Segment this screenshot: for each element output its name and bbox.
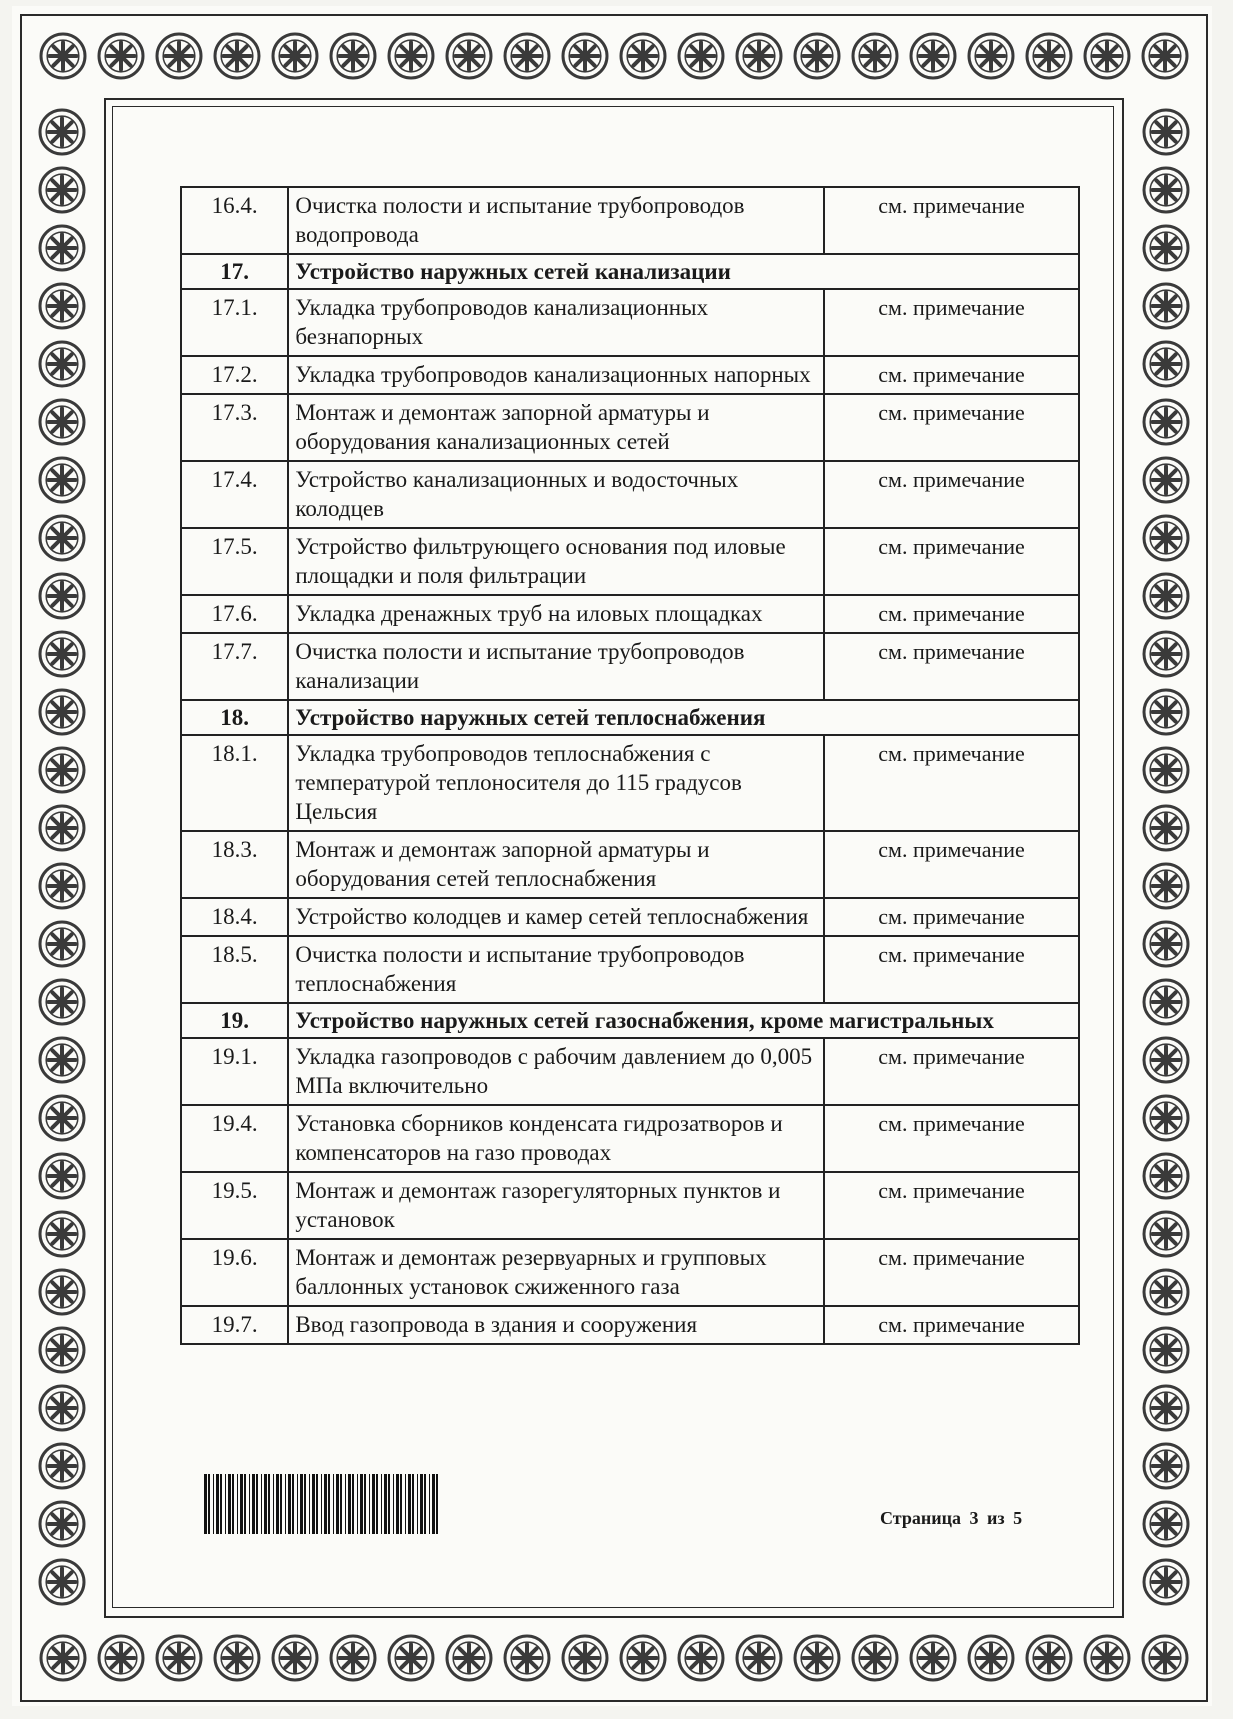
row-number: 19.1. — [181, 1038, 288, 1105]
row-description: Монтаж и демонтаж газорегуляторных пунктов и установок — [288, 1172, 824, 1239]
row-description: Устройство наружных сетей теплоснабжения — [288, 700, 1079, 735]
table-row — [181, 595, 1079, 633]
table-row — [181, 187, 1079, 254]
page-of: из — [986, 1508, 1005, 1528]
table-row — [181, 1105, 1079, 1172]
row-note: см. примечание — [824, 633, 1079, 700]
row-number: 18.1. — [181, 735, 288, 831]
row-description: Устройство фильтрующего основания под иловые площадки и поля фильтрации — [288, 528, 824, 595]
row-description: Устройство канализационных и водосточных колодцев — [288, 461, 824, 528]
row-note: см. примечание — [824, 356, 1079, 394]
table-row — [181, 394, 1079, 461]
work-types-table — [180, 186, 1080, 1345]
row-number: 19.6. — [181, 1239, 288, 1306]
section-row — [181, 1003, 1079, 1038]
document-page — [12, 6, 1212, 1706]
table-row — [181, 898, 1079, 936]
row-note: см. примечание — [824, 936, 1079, 1003]
row-number: 17.5. — [181, 528, 288, 595]
row-description: Укладка дренажных труб на иловых площадках — [288, 595, 824, 633]
row-number: 19.4. — [181, 1105, 288, 1172]
row-description: Укладка трубопроводов канализационных безнапорных — [288, 289, 824, 356]
row-description: Очистка полости и испытание трубопроводов теплоснабжения — [288, 936, 824, 1003]
row-number: 18.3. — [181, 831, 288, 898]
row-description: Установка сборников конденсата гидрозатворов и компенсаторов на газо проводах — [288, 1105, 824, 1172]
table-row — [181, 936, 1079, 1003]
page-current: 3 — [969, 1508, 979, 1528]
row-note: см. примечание — [824, 595, 1079, 633]
section-row — [181, 700, 1079, 735]
table-row — [181, 1038, 1079, 1105]
row-description: Монтаж и демонтаж резервуарных и групповых баллонных установок сжиженного газа — [288, 1239, 824, 1306]
row-number: 19.5. — [181, 1172, 288, 1239]
row-description: Укладка трубопроводов теплоснабжения с температурой теплоносителя до 115 градусов Цельсия — [288, 735, 824, 831]
table-row — [181, 289, 1079, 356]
row-description: Монтаж и демонтаж запорной арматуры и оборудования канализационных сетей — [288, 394, 824, 461]
row-description: Устройство наружных сетей канализации — [288, 254, 1079, 289]
page-counter — [880, 1508, 1026, 1529]
table-row — [181, 1306, 1079, 1344]
row-description: Ввод газопровода в здания и сооружения — [288, 1306, 824, 1344]
row-note: см. примечание — [824, 898, 1079, 936]
row-number: 19. — [181, 1003, 288, 1038]
row-description: Очистка полости и испытание трубопроводов канализации — [288, 633, 824, 700]
row-note: см. примечание — [824, 1105, 1079, 1172]
table-row — [181, 356, 1079, 394]
row-number: 18.5. — [181, 936, 288, 1003]
page-total: 5 — [1013, 1508, 1023, 1528]
row-number: 17.1. — [181, 289, 288, 356]
row-note: см. примечание — [824, 735, 1079, 831]
row-number: 17.7. — [181, 633, 288, 700]
row-number: 17.4. — [181, 461, 288, 528]
row-note: см. примечание — [824, 1306, 1079, 1344]
barcode — [204, 1474, 444, 1534]
row-number: 17.6. — [181, 595, 288, 633]
row-note: см. примечание — [824, 1172, 1079, 1239]
row-description: Устройство колодцев и камер сетей теплоснабжения — [288, 898, 824, 936]
row-description: Укладка трубопроводов канализационных напорных — [288, 356, 824, 394]
table-row — [181, 633, 1079, 700]
row-number: 18.4. — [181, 898, 288, 936]
row-description: Монтаж и демонтаж запорной арматуры и оборудования сетей теплоснабжения — [288, 831, 824, 898]
row-number: 17.2. — [181, 356, 288, 394]
row-number: 19.7. — [181, 1306, 288, 1344]
table-row — [181, 735, 1079, 831]
row-note: см. примечание — [824, 394, 1079, 461]
table-row — [181, 831, 1079, 898]
row-number: 17.3. — [181, 394, 288, 461]
row-number: 17. — [181, 254, 288, 289]
row-description: Устройство наружных сетей газоснабжения, кроме магистральных — [288, 1003, 1079, 1038]
row-note: см. примечание — [824, 187, 1079, 254]
row-note: см. примечание — [824, 1239, 1079, 1306]
table-row — [181, 1172, 1079, 1239]
page-label: Страница — [880, 1508, 961, 1528]
row-note: см. примечание — [824, 461, 1079, 528]
row-note: см. примечание — [824, 831, 1079, 898]
row-note: см. примечание — [824, 528, 1079, 595]
row-description: Очистка полости и испытание трубопроводов водопровода — [288, 187, 824, 254]
table-row — [181, 461, 1079, 528]
row-number: 18. — [181, 700, 288, 735]
table-row — [181, 528, 1079, 595]
row-number: 16.4. — [181, 187, 288, 254]
licence-table-area — [180, 186, 1080, 1345]
table-row — [181, 1239, 1079, 1306]
row-note: см. примечание — [824, 1038, 1079, 1105]
row-description: Укладка газопроводов с рабочим давлением до 0,005 МПа включительно — [288, 1038, 824, 1105]
section-row — [181, 254, 1079, 289]
row-note: см. примечание — [824, 289, 1079, 356]
